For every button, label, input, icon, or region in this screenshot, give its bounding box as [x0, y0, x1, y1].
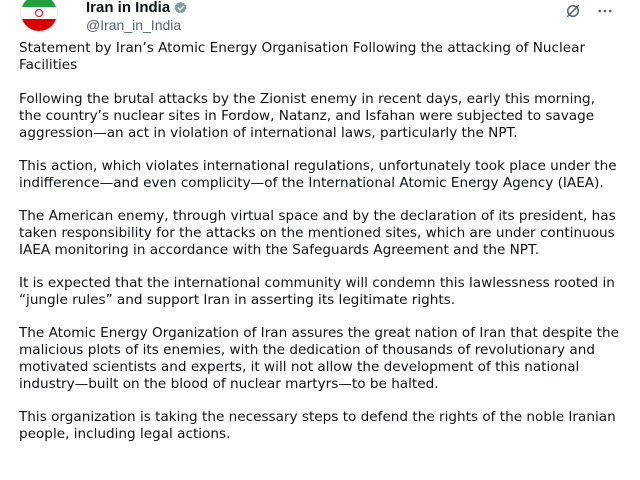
author-info	[86, 0, 188, 33]
avatar[interactable]	[20, 0, 58, 32]
post-text	[18, 40, 620, 443]
post-actions	[564, 2, 614, 20]
more-horizontal-icon[interactable]	[596, 2, 614, 20]
post-paragraph: It is expected that the international community will condemn this lawlessness rooted in “jungle rules” and support Iran in asserting its legitimate rights.	[19, 275, 615, 308]
verified-badge-icon[interactable]	[174, 0, 188, 14]
post-paragraph: This action, which violates international regulations, unfortunately took place under the indifference—and even complicity—of the International Atomic Energy Agency (IAEA).	[19, 158, 617, 191]
post-paragraph: This organization is taking the necessary steps to defend the rights of the noble Iranian people, including legal actions.	[19, 409, 616, 442]
display-name-row	[86, 0, 188, 16]
post-paragraph: Following the brutal attacks by the Zionist enemy in recent days, early this morning, the country’s nuclear sites in Fordow, Natanz, and Isfahan were subjected to savage aggression—an act in violation of international laws, particularly the NPT.	[19, 91, 595, 141]
post-paragraph: The Atomic Energy Organization of Iran assures the great nation of Iran that despite the malicious plots of its enemies, with the dedication of thousands of revolutionary and motivated scientists and experts, it will not allow the development of this national industry—built on the blood of nuclear martyrs—to be halted.	[19, 325, 619, 392]
post-paragraph-title: Statement by Iran’s Atomic Energy Organisation Following the attacking of Nuclear Facilities	[19, 40, 586, 73]
post-header	[18, 0, 620, 38]
post-paragraph: The American enemy, through virtual space and by the declaration of its president, has taken responsibility for the attacks on the mentioned sites, which are under continuous IAEA monitoring in accordance with the Safeguards Agreement and the NPT.	[19, 208, 616, 258]
display-name[interactable]: Iran in India	[86, 0, 171, 16]
slash-circle-icon[interactable]	[564, 2, 582, 20]
handle[interactable]: @Iran_in_India	[86, 17, 182, 33]
